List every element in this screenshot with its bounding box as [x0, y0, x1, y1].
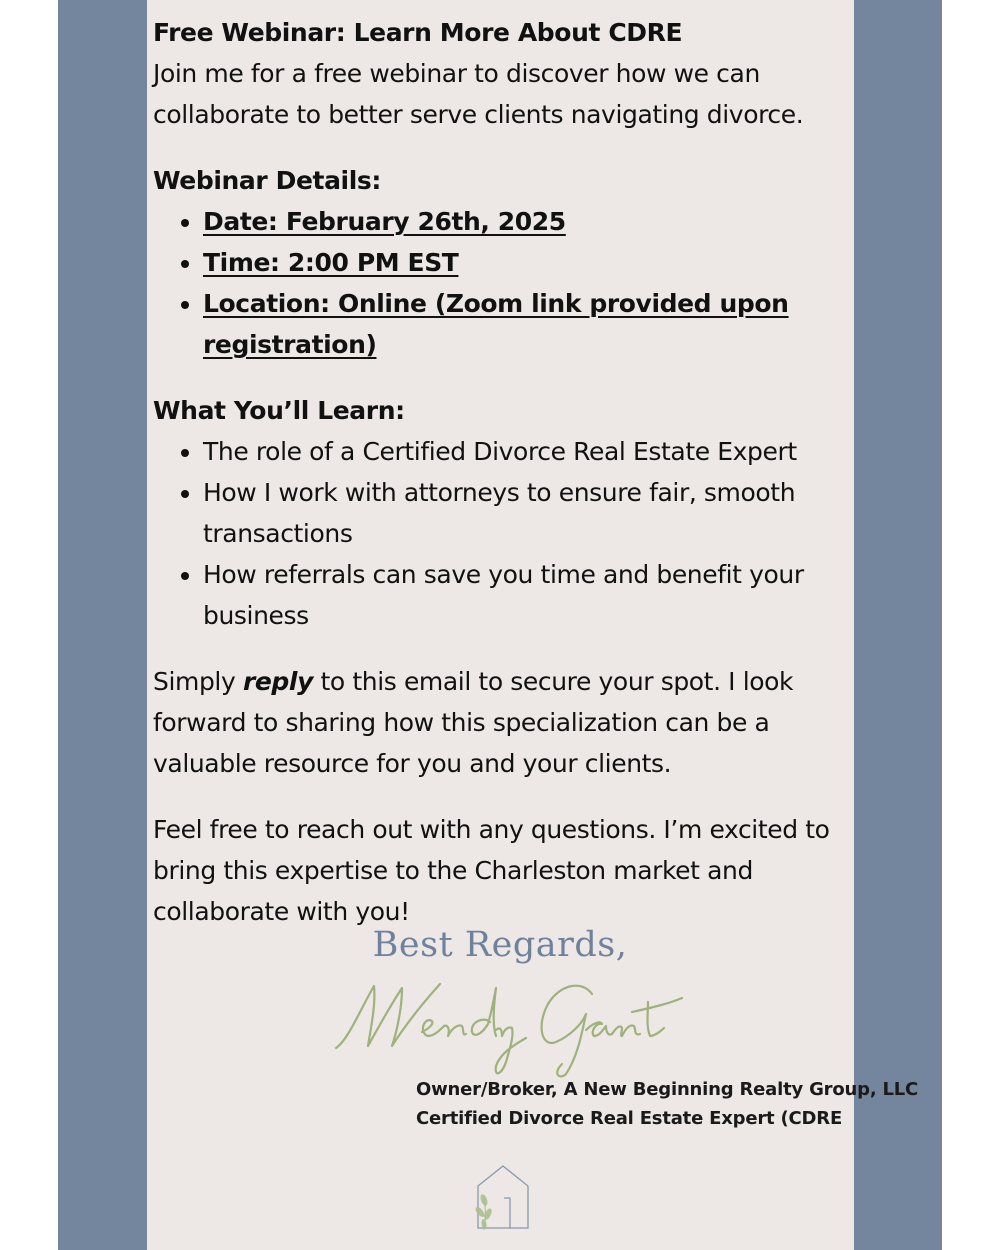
rsvp-text-after: to this email to secure your spot. I look forward to sharing how this specialization can be a valuable resource for you and your clients. — [153, 667, 794, 778]
closing-paragraph: Feel free to reach out with any questions. I’m excited to bring this expertise to the Charleston market and collaborate with you! — [153, 815, 830, 926]
location-link[interactable]: Location: Online (Zoom link provided upon registration) — [203, 289, 789, 359]
details-list — [153, 201, 853, 365]
house-logo-icon — [466, 1160, 536, 1232]
webinar-intro: Join me for a free webinar to discover how we can collaborate to better serve clients navigating divorce. — [153, 59, 804, 129]
details-item-date — [203, 201, 853, 242]
details-item-location — [203, 283, 853, 365]
signature-title: Owner/Broker, A New Beginning Realty Group, LLC — [416, 1079, 919, 1100]
rsvp-paragraph — [153, 661, 853, 784]
details-item-time — [203, 242, 853, 283]
details-heading: Webinar Details: — [153, 166, 381, 195]
signature-image — [330, 970, 690, 1080]
rsvp-text-before: Simply — [153, 667, 243, 696]
learn-heading: What You’ll Learn: — [153, 396, 405, 425]
date-link[interactable]: Date: February 26th, 2025 — [203, 207, 566, 236]
webinar-heading: Free Webinar: Learn More About CDRE — [153, 18, 683, 47]
best-regards: Best Regards, — [372, 925, 628, 965]
rsvp-emphasis: reply — [242, 667, 313, 696]
learn-list — [153, 431, 853, 636]
time-link[interactable]: Time: 2:00 PM EST — [203, 248, 459, 277]
learn-item: • How referrals can save you time and benefit your business — [203, 554, 853, 636]
email-body — [153, 12, 853, 932]
learn-item: • How I work with attorneys to ensure fair, smooth transactions — [203, 472, 853, 554]
learn-item: • The role of a Certified Divorce Real Estate Expert — [203, 431, 853, 472]
signature-certification: Certified Divorce Real Estate Expert (CDRE — [416, 1108, 843, 1129]
